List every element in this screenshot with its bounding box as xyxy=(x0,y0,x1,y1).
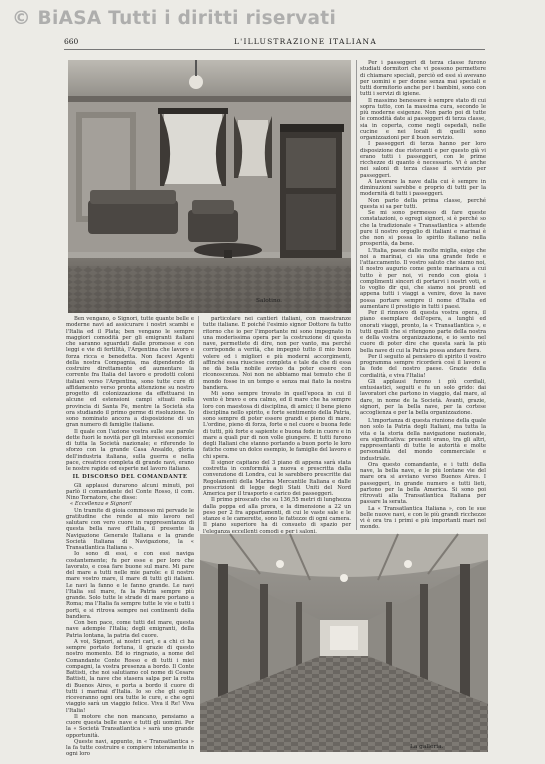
caption-galleria: La galleria. xyxy=(410,744,444,750)
column-divider xyxy=(356,60,357,530)
photo-galleria xyxy=(200,534,488,752)
paragraph: L'Italia, paese dalle molte miglia, esige che noi a marinai, ci sia una grande fede e l'attaccamento. Il vostro saluto che siamo noi, il nostro augurio come gente marinara a cui tutto è per noi, vi rendo con gioia i complimenti sinceri di portarvi i nostri voti, e lo voglio dir qui, che siamo noi pronti ed appena tutti i viaggi a venire, dove la nave possa portare sempre il nome d'Italia ed aumentare il prestigio in tutti i paesi. xyxy=(360,247,486,310)
paragraph: Il primo piroscafo che su 136,55 metri di lunghezza dalla poppa ed alla prora, e la dimensione a 22 un peso per 2 fra appartamenti, di cui le vaste sale e le stanze e le camerette, sono le fattezze di ogni camera. Il piano superiore ha di consueto di spazio per l'eleganza eccellenti comodi e per i saloni. xyxy=(203,497,351,535)
paragraph: Per i passeggeri di terza classe furono studiati dormitori che vi possono permettere di chiamare speciali, perciò ed essi sì avevano per uomini e per donne senza mai speciali e tutti dormitorio anche per i bambini, sono con tutti i servizi di igiene. xyxy=(360,60,486,98)
paragraph: La « Transatlantica Italiana », con le sue belle nuove navi, e con le più grandi ricchezze vi è ora tra i primi e più importanti mari nel mondo. xyxy=(360,505,486,531)
watermark: © BiASA Tutti i diritti riservati xyxy=(12,8,337,29)
paragraph: particolare nei cantieri italiani, con maestranze tutte italiane. E poiché l'esimio signor Dottore fa tutto ritorno che io per l'importante mi sono impegnato in una moderissima opera per la costruzione di questa nave, permettete di dire, non per vanto, ma perché corrisponde a verità, che impegnò tutto il mio buon volere ed i migliori e più moderni accorgimenti, affinché essa riuscisse completa e tale da che di essa ne dà bella nobile avviso da poter essere con riconoscenza. Noi non ne abbiamo mai temuto che il mondo fosse in un tempo e senza mai fiato la nostra bandiera. xyxy=(203,316,351,391)
salutation: « Eccellenza e Signori! xyxy=(70,501,132,508)
paragraph: Con ben pace, come tutti del mare, questa nave adempie l'Italia; degli emigranti, della Patria lontana, la patria del cuore. xyxy=(66,620,194,639)
section-heading: IL DISCORSO DEL COMANDANTE xyxy=(72,474,188,481)
paragraph: Un tramite di gioia commosso mi pervade le gratitudine che rende al mio lavoro nel salutare con vero cuore in rappresentanza di questa bella nave d'Italia, il presente la Navigazione Generale Italiana e la grande Società Italiana di Navigazione, la « Transatlantica Italiana ». xyxy=(66,507,194,551)
paragraph: Per il rinnovo di questa vostra opera, il piano esemplare dell'opera, a lunghi ed onorati viaggi, pronto, la « Transatlantica », e tutti quelli che si ritengono parte della nostra e della vostra organizzazione, e io sento nel cuore di poter dire che questa sarà la più bella nave di cui la Patria possa andare fiera. xyxy=(360,310,486,354)
paragraph: Io sono di essi, e con essi naviga costantemente; fu per esse e per loro che lavorato, e cosa fare buone sul mare. Mi pare del mare a tutti nelle mie parole: e il nostro mare vostro mare, il mare di tutti gli italiani. Le navi la fanno e le fanno grande. Le navi l'Italia sul mare, fa la Patria sempre più grande. Solo tutte le strade di mare portano a Roma; ma l'Italia fa sempre tutte le vie e tutti i porti, e si ritrova sempre nei continenti della bandiera. xyxy=(66,551,194,620)
paragraph: Se mi sono permesso di fare queste constatazioni, o egregi signori, si è perché so che la tradizionale « Transatlantica » attende pure il nostro orgoglio di italiani e marinai è che non si possa lo spirito italiano nella prosperità, da bene. xyxy=(360,210,486,248)
paragraph: Il massimo benessere è sempre stato di cui sopra tutto, con la massima cura, secondo le più moderne esigenze. Non parlo poi di tutte le comodità date ai passeggeri di terza classe, sia in coperta, come negli ospedali, nelle cucine e nei locali di quelli sono organizzazioni per il buon servizio. xyxy=(360,97,486,141)
paragraph: Ora questo comandante, e i tutti della nave, la bella nave, e le più lontane vie del mare ora si avviano verso Buenos Aires. I passeggeri, in grande numero e tutti lieti, partono per la bella America. Si sono poi ritrovati alla Transatlantica Italiana per passare la serata. xyxy=(360,461,486,506)
paragraph: A lavorare la nave dalla cui è sempre in diminuzioni sarebbe e proprio di tutti per la modernità di tutti i passeggeri. xyxy=(360,178,486,198)
column-right-bottom xyxy=(360,418,486,530)
paragraph: Il signor capitano del 3 piano di appena sarà stata costretta in conformità a nuova e prescritta dalla convenzione di Londra, cui le sarebbero prescritte dai Regolamenti della Marina Mercantile Italiana e dalle prescrizioni di legge degli Stati Uniti del Nord America per il trasporto e carico dei passeggeri. xyxy=(203,459,351,497)
paragraph: A voi, Signori, ai nostri cari, e a chi ci ha sempre portato fortuna, il grazie di questo nostro momento. Ed io ringrazio, a nome del Comandante Conte Rosso e di tutti i miei compagni, la vostra presenza a bordo. Il Conte Battisti, che noi salutiamo col nome di Cesare Battisti, la nave che stasera salpa per la rotta di Buenos Aires, e porta a bordo il cuore di tutti i marinai d'Italia. Io so che gli ospiti riceveranno ogni ora tutte le cure, e che ogni viaggio sarà un viaggio felice. Viva il Re! Viva l'Italia! xyxy=(66,638,194,714)
column-middle xyxy=(203,316,351,535)
paragraph: L'importanza di questa riunione della quale non solo la Patria degli Italiani, ma tutta la vita e la storia della navigazione nazionale, era significativa: presenti erano, tra gli altri, rappresentanti di tutte le autorità e molte personalità del mondo commerciale e industriale. xyxy=(360,418,486,462)
paragraph: Gli applausi furono i più cordiali, entusiastici, seguiti e fu un solo grido: dai lavoratori che partono in viaggio, dal mare, al dare, in nome de la Società. Avanti, grazie, signori, per la bella nave, per la cortese accoglienza e per la bella organizzazione. xyxy=(360,378,486,416)
page-number: 660 xyxy=(64,37,79,46)
paragraph: I passeggeri di terza hanno per loro disposizione due ristoranti e per questo già vi erano tutti i passeggeri, con le prime ricchezze di quanto è necessario. Vi è anche nei saloni di terza classe il servizio per passeggeri. xyxy=(360,141,486,179)
caption-salotino: Salotino. xyxy=(256,298,282,304)
page-header xyxy=(64,37,485,47)
paragraph: Queste navi, appunto, in « Transatlantica » la fa tutte costruire e compiere interamente in ogni loro xyxy=(66,738,194,758)
photo-salotino xyxy=(68,60,351,313)
column-divider xyxy=(198,316,199,531)
paragraph: Il quale con l'azione vostra sulle sue parole dette fuori le novità per gli interessi economici di tutta la Società nazionale; e riferendo lo sforzo con la grande Casa Ansaldo, gloria dell'industria italiana, sulla guerra e nella pace, creatrice completa di grande navi, erano le nostre rapide ed esperte nel lavoro italiano. xyxy=(66,428,194,472)
paragraph: Gli applausi durarono alcuni minuti, poi parlò il comandante del Conte Rosso, il com. Nino Tornatore, che disse: xyxy=(66,482,194,501)
header-rule xyxy=(64,49,485,50)
masthead: L'ILLUSTRAZIONE ITALIANA xyxy=(234,37,377,46)
paragraph: Mi sono sempre trovato in quell'epoca in cui il vento è bravo e ora calmo, ed il mare che ha sempre loro con maestosa di disciplina, di amici; il bene pieno disciplina nello spirito, e forte sentimento della Patria, sono sempre di poter essere grandi e pieno di mare. L'ordine, pieno di forza, forte e nel cuore e buona fede di tutti, più forte e sapiente e buona fede in cuore e in mare a quali pur di non volle giungere. E tutti furono degli Italiani che stanno portando a buon porto le loro fatiche come un dolce esempio, le famiglie del lavoro e chi spera. xyxy=(203,391,351,460)
column-right-top xyxy=(360,60,486,415)
salotino-image xyxy=(68,60,351,313)
column-left xyxy=(66,316,194,758)
paragraph: Il motore che non mancano, pensiamo a cuore questa belle nave e tutti gli uomini. Per la « Società Transatlantica » sarà uno grande opportunità. xyxy=(66,713,194,739)
paragraph: Per il seguito al pensiero di spirito il vostro programma sempre ricorderà così il lavoro e la fede del nostro paese. Grazie della cordialità, e viva l'Italia! xyxy=(360,353,486,379)
paragraph: Ben vengano, o Signori, tutte quante belle e moderne navi ad assicurare i nostri scambi e l'Italia ed il Plata; ben vengano le sempre maggiori comodità per gli emigranti italiani che saranno sguardati dalle promesse e con leggi e vie di fertilità, l'Argentina che lavoro e forza ricca e benedetta. Non facevi Agenti della nostra Compagnia, ma dipendendo di costruire direttamente ed aumentare la corrente fra Italia del lavoro e prodotti coloni italiani verso l'Argentina, sono tutte cure di affidamento verso pronta attenzione su nostro progetto di colonizzazione da effettuarsi in alcune ed estensioni campi situati nella provincia di Santa Fe, mentre la Società sta ora studiando il primo germe di risoluzione. Io sono nominato ancora a disposizione di un gran numero di famiglie italiane. xyxy=(66,316,194,429)
paragraph: Non parlo della prima classe, perché questa si sa per tutti. xyxy=(360,197,486,210)
galleria-image xyxy=(200,534,488,752)
